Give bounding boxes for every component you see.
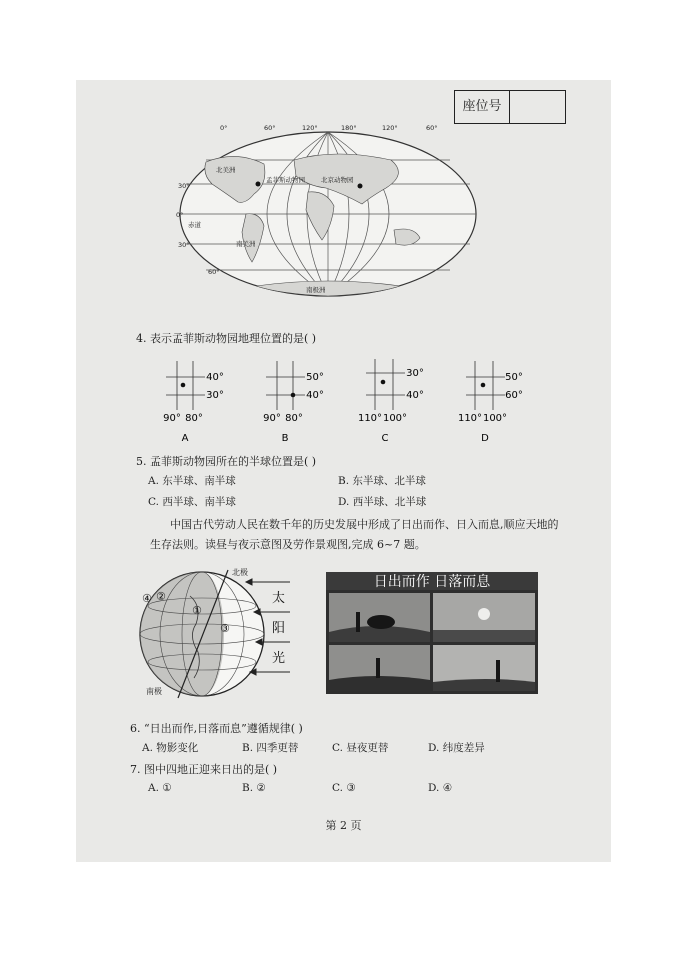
day-night-globe xyxy=(136,566,296,701)
q6-option-d[interactable]: D. 纬度差异 xyxy=(428,742,485,754)
q7-option-c[interactable]: C. ③ xyxy=(332,782,356,794)
option-letter-c: C xyxy=(381,433,389,444)
q5-option-b[interactable]: B. 东半球、北半球 xyxy=(338,475,426,487)
q6-option-a[interactable]: A. 物影变化 xyxy=(142,742,199,754)
beijing-zoo-label: 北京动物园 xyxy=(321,176,354,184)
sunlight-char-2: 阳 xyxy=(272,621,286,636)
lon-left-a: 90° xyxy=(163,413,181,424)
lon-label: 60° xyxy=(426,124,438,132)
lon-right-d: 100° xyxy=(482,413,508,424)
lat-label: 30° xyxy=(178,182,190,190)
lon-left-c: 110° xyxy=(357,413,383,424)
lat-top-b: 50° xyxy=(306,372,324,383)
seat-number-label: 座位号 xyxy=(455,91,510,123)
lat-top-a: 40° xyxy=(206,372,224,383)
lon-label: 120° xyxy=(302,124,318,132)
q6-option-b[interactable]: B. 四季更替 xyxy=(242,742,299,754)
q5-option-a[interactable]: A. 东半球、南半球 xyxy=(148,475,236,487)
memphis-zoo-label: 孟菲斯动物园 xyxy=(266,176,305,184)
lat-top-d: 50° xyxy=(505,372,523,383)
point-2-label: ② xyxy=(156,590,166,603)
lat-top-c: 30° xyxy=(406,368,424,379)
q7-option-b[interactable]: B. ② xyxy=(242,782,266,794)
seat-number-box[interactable] xyxy=(454,90,566,124)
lat-bottom-b: 40° xyxy=(306,390,324,401)
south-pole-label: 南极 xyxy=(146,687,162,696)
exam-page xyxy=(76,80,611,862)
option-letter-d: D xyxy=(481,433,489,444)
lon-right-c: 100° xyxy=(382,413,408,424)
lat-bottom-d: 60° xyxy=(505,390,523,401)
sunlight-char-1: 太 xyxy=(272,591,286,606)
q5-stem: 5. 孟菲斯动物园所在的半球位置是( ) xyxy=(136,455,317,468)
lon-label: 60° xyxy=(264,124,276,132)
q7-option-a[interactable]: A. ① xyxy=(148,782,172,794)
north-america-label: 北美洲 xyxy=(216,166,236,174)
q6-option-c[interactable]: C. 昼夜更替 xyxy=(332,742,389,754)
lon-label: 120° xyxy=(382,124,398,132)
q5-option-d[interactable]: D. 西半球、北半球 xyxy=(338,496,427,508)
q7-stem: 7. 图中四地正迎来日出的是( ) xyxy=(130,763,278,776)
lon-label: 180° xyxy=(341,124,357,132)
q4-diagram-c xyxy=(358,359,424,444)
page-number: 第 2 页 xyxy=(325,819,362,832)
memphis-dot xyxy=(256,182,261,187)
q7-option-d[interactable]: D. ④ xyxy=(428,782,453,794)
lon-right-a: 80° xyxy=(185,413,203,424)
q4-diagram-a xyxy=(163,361,224,444)
north-pole-label: 北极 xyxy=(232,568,248,577)
q5-option-c[interactable]: C. 西半球、南半球 xyxy=(148,496,236,508)
equator-label: 赤道 xyxy=(188,221,201,229)
sunlight-char-3: 光 xyxy=(272,651,286,666)
q4-diagrams xyxy=(161,355,523,445)
point-1-label: ① xyxy=(192,604,202,617)
passage-line-2: 生存法则。读昼与夜示意图及劳作景观图,完成 6~7 题。 xyxy=(150,538,426,551)
point-3-label: ③ xyxy=(220,622,230,635)
option-letter-a: A xyxy=(181,433,189,444)
q4-stem: 4. 表示孟菲斯动物园地理位置的是( ) xyxy=(136,332,317,345)
lon-right-b: 80° xyxy=(285,413,303,424)
world-map xyxy=(176,122,481,302)
seat-number-value[interactable] xyxy=(510,91,565,123)
option-letter-b: B xyxy=(281,433,289,444)
sunrise-work-photo-collage xyxy=(326,572,538,694)
lon-left-b: 90° xyxy=(263,413,281,424)
banner-title: 日出而作 日落而息 xyxy=(373,574,491,590)
lat-label: 60° xyxy=(208,268,220,276)
passage-line-1: 中国古代劳动人民在数千年的历史发展中形成了日出而作、日入而息,顺应天地的 xyxy=(170,518,559,531)
lon-left-d: 110° xyxy=(457,413,483,424)
beijing-dot xyxy=(358,184,363,189)
point-4-label: ④ xyxy=(142,592,152,605)
south-america-label: 南美洲 xyxy=(236,240,256,248)
q4-diagram-d xyxy=(458,361,523,444)
lon-label: 0° xyxy=(220,124,228,132)
antarctica-label: 南极洲 xyxy=(306,286,326,294)
lat-label: 0° xyxy=(176,211,184,219)
lat-label: 30° xyxy=(178,241,190,249)
q4-diagram-b xyxy=(263,361,324,444)
lat-bottom-c: 40° xyxy=(406,390,424,401)
q6-stem: 6. “日出而作,日落而息”遵循规律( ) xyxy=(130,722,303,735)
lat-bottom-a: 30° xyxy=(206,390,224,401)
